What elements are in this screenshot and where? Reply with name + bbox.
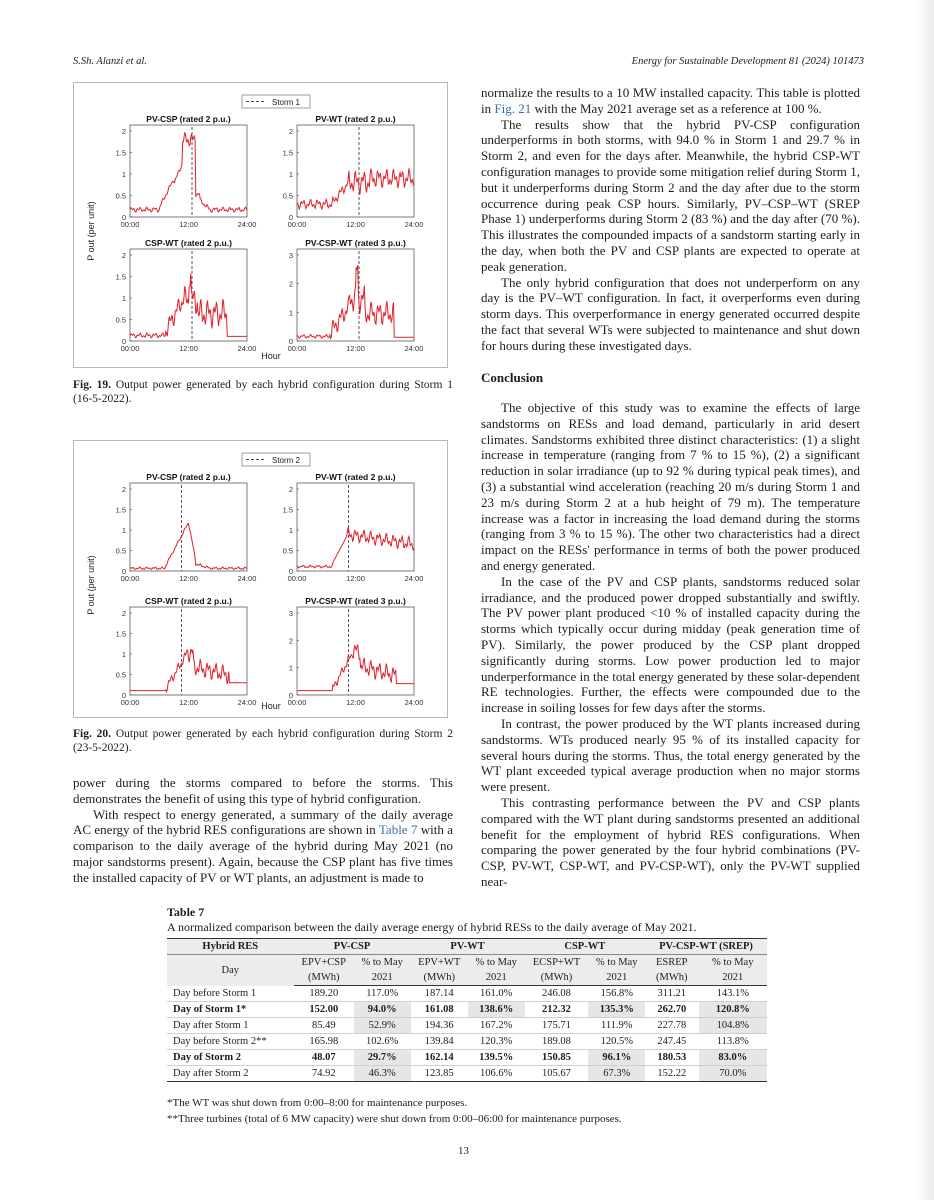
panel-title: PV-CSP (rated 2 p.u.) <box>146 472 231 482</box>
conclusion-heading: Conclusion <box>481 370 544 385</box>
conclusion-paragraph-3: In contrast, the power produced by the WT plants increased during sandstorms. WTs produced nearly 95 % of its installed capacity for several hours during the storms. Thus, the total energy generated by the WT plant exceeded typical average production when no major storms were present. <box>481 715 860 795</box>
x-tick-label: 24:00 <box>404 344 424 353</box>
table-cell: 139.84 <box>411 1034 468 1050</box>
table-cell: 70.0% <box>699 1066 767 1082</box>
x-axis-label: Hour <box>261 701 281 711</box>
x-tick-label: 00:00 <box>287 220 307 229</box>
running-head-authors: S.Sh. Alanzi et al. <box>73 56 147 67</box>
x-tick-label: 00:00 <box>120 698 140 707</box>
y-tick-label: 1 <box>288 663 293 673</box>
y-tick-label: 1.5 <box>115 629 126 639</box>
figure-20-caption-text: Output power generated by each hybrid configuration during Storm 2 (23-5-2022). <box>73 728 454 754</box>
table-cell: 104.8% <box>699 1018 767 1034</box>
table-cell: 150.85 <box>525 1050 589 1066</box>
right-paragraph-3: The only hybrid configuration that does not underperform on any day is the PV–WT configuration. In fact, it overperforms even during storm days. This overperformance in energy generated occurred despite the fact that several WTs were subjected to maintenance and shut down for hours during these investigated days. <box>481 274 860 353</box>
x-tick-label: 00:00 <box>120 220 140 229</box>
y-tick-label: 1.5 <box>115 148 126 158</box>
page-number: 13 <box>458 1145 469 1157</box>
y-tick-label: 0 <box>121 567 126 576</box>
header-energy-srep: ESREP <box>645 955 698 971</box>
x-axis-label: Hour <box>261 351 281 361</box>
x-tick-label: 12:00 <box>346 698 365 707</box>
table-7-link[interactable]: Table 7 <box>378 822 418 838</box>
y-tick-label: 0 <box>121 337 126 346</box>
table-cell: 156.8% <box>588 986 645 1002</box>
panel-2 <box>283 472 424 583</box>
header-group-pv-wt: PV-WT <box>411 939 525 955</box>
y-tick-label: 2 <box>288 485 293 494</box>
table-cell: 247.45 <box>645 1034 698 1050</box>
y-tick-label: 0.5 <box>115 315 126 325</box>
y-tick-label: 1 <box>121 650 126 659</box>
table-cell: 180.53 <box>645 1050 698 1066</box>
table-cell: 161.0% <box>468 986 525 1002</box>
table-cell: 85.49 <box>294 1018 354 1034</box>
table-cell-day: Day of Storm 1* <box>167 1002 294 1018</box>
figure-19-label: Fig. 19. <box>73 379 112 391</box>
table-row <box>167 1002 767 1018</box>
panel-title: PV-WT (rated 2 p.u.) <box>315 114 396 124</box>
y-tick-label: 2 <box>121 127 126 136</box>
header-pct-3: % to May <box>588 955 645 971</box>
table-cell: 117.0% <box>354 986 411 1002</box>
figure-21-link[interactable]: Fig. 21 <box>494 100 532 116</box>
table-row <box>167 986 767 1002</box>
header-year-3: 2021 <box>588 970 645 986</box>
table-cell: 311.21 <box>645 986 698 1002</box>
x-tick-label: 12:00 <box>346 574 365 583</box>
figure-20 <box>73 440 448 718</box>
y-tick-label: 0 <box>288 213 293 222</box>
table-cell: 106.6% <box>468 1066 525 1082</box>
right-paragraph-2: The results show that the hybrid PV-CSP configuration underperforms in both storms, with 94.0 % in Storm 1 and 29.7 % in Storm 2, and even for the days after. Meanwhile, the hybrid CSP-WT configuration manages to provide some mitigation relief during Storm 1, but it underperforms during Storm 2 and the day after due to the storm occurrence during peak CSP hours. Similarly, PV–CSP–WT (SREP Phase 1) underperforms during Storm 2 (83 %) and the day after (70 %). This illustrates the compounded impacts of a sandstorm starting early in the day, when both the PV and CSP plants are expected to operate at peak generation. <box>481 116 860 274</box>
x-tick-label: 24:00 <box>237 698 257 707</box>
header-energy-csp-wt: ECSP+WT <box>525 955 589 971</box>
y-tick-label: 1 <box>288 308 293 318</box>
table-cell: 111.9% <box>588 1018 645 1034</box>
header-group-csp-wt: CSP-WT <box>525 939 646 955</box>
table-cell: 212.32 <box>525 1002 589 1018</box>
figure-20-plot <box>74 441 447 717</box>
x-tick-label: 00:00 <box>287 574 307 583</box>
x-tick-label: 24:00 <box>237 220 257 229</box>
table-cell-day: Day of Storm 2 <box>167 1050 294 1066</box>
y-tick-label: 3 <box>288 609 293 618</box>
table-7 <box>167 938 767 1082</box>
panel-2 <box>283 114 424 229</box>
panel-title: PV-CSP-WT (rated 3 p.u.) <box>305 596 406 606</box>
y-axis-label: P out (per unit) <box>86 555 96 615</box>
y-tick-label: 0 <box>288 691 293 700</box>
x-tick-label: 24:00 <box>404 220 424 229</box>
header-energy-pv-csp: EPV+CSP <box>294 955 354 971</box>
header-pct-1: % to May <box>354 955 411 971</box>
header-year-1: 2021 <box>354 970 411 986</box>
figure-19-caption <box>73 378 453 406</box>
left-paragraph-1: power during the storms compared to before the storms. This demonstrates the benefit of using this type of hybrid configuration. <box>73 775 453 806</box>
table-cell: 165.98 <box>294 1034 354 1050</box>
y-tick-label: 3 <box>288 251 293 260</box>
y-tick-label: 0 <box>121 213 126 222</box>
x-tick-label: 24:00 <box>404 574 424 583</box>
x-tick-label: 24:00 <box>404 698 424 707</box>
right-paragraph-1-text-b: with the May 2021 average set as a reference at 100 %. <box>531 100 822 116</box>
x-tick-label: 00:00 <box>287 698 307 707</box>
table-cell-day: Day after Storm 2 <box>167 1066 294 1082</box>
header-day: Day <box>167 955 294 986</box>
right-paragraph-1-text-a: normalize the results to a 10 MW installed capacity. This table is plotted in <box>481 85 860 116</box>
table-cell: 139.5% <box>468 1050 525 1066</box>
x-tick-label: 12:00 <box>346 344 365 353</box>
table-7-title: Table 7 <box>167 905 205 919</box>
table-cell: 138.6% <box>468 1002 525 1018</box>
y-tick-label: 0.5 <box>282 191 293 201</box>
table-footnote-2: **Three turbines (total of 6 MW capacity) were shut down from 0:00–06:00 for maintenance purposes. <box>167 1113 622 1125</box>
table-cell: 162.14 <box>411 1050 468 1066</box>
y-tick-label: 1 <box>121 170 126 179</box>
table-cell: 143.1% <box>699 986 767 1002</box>
table-footnote-1: *The WT was shut down from 0:00–8:00 for maintenance purposes. <box>167 1097 468 1109</box>
x-tick-label: 00:00 <box>120 344 140 353</box>
panel-title: PV-WT (rated 2 p.u.) <box>315 472 396 482</box>
table-cell: 189.20 <box>294 986 354 1002</box>
y-tick-label: 2 <box>288 279 293 289</box>
table-row <box>167 1050 767 1066</box>
figure-20-caption <box>73 727 453 755</box>
storm-legend <box>242 453 310 466</box>
x-tick-label: 00:00 <box>287 344 307 353</box>
y-tick-label: 2 <box>121 485 126 494</box>
table-cell: 152.22 <box>645 1066 698 1082</box>
table-cell-day: Day before Storm 1 <box>167 986 294 1002</box>
table-cell: 96.1% <box>588 1050 645 1066</box>
table-cell: 120.5% <box>588 1034 645 1050</box>
table-cell: 262.70 <box>645 1002 698 1018</box>
right-column-text <box>481 85 860 354</box>
table-cell: 161.08 <box>411 1002 468 1018</box>
header-unit-3: (MWh) <box>525 970 589 986</box>
x-tick-label: 12:00 <box>346 220 365 229</box>
y-tick-label: 0.5 <box>115 670 126 680</box>
table-subheader-row <box>167 955 767 971</box>
panel-4 <box>288 596 424 707</box>
table-cell: 167.2% <box>468 1018 525 1034</box>
table-7-body <box>167 986 767 1082</box>
table-cell: 189.08 <box>525 1034 589 1050</box>
y-tick-label: 0.5 <box>282 546 293 556</box>
y-tick-label: 2 <box>121 609 126 618</box>
table-cell: 246.08 <box>525 986 589 1002</box>
panel-frame <box>297 483 414 571</box>
left-paragraph-2-text-b: with a comparison to the daily average of the hybrid during May 2021 (no major sandstorms present). Again, because the CSP plant has five times the installed capacity of PV or WT plants, an adjustment is made to <box>73 822 453 885</box>
x-tick-label: 00:00 <box>120 574 140 583</box>
table-cell: 52.9% <box>354 1018 411 1034</box>
y-tick-label: 1 <box>288 526 293 535</box>
conclusion-paragraph-2: In the case of the PV and CSP plants, sandstorms reduced solar irradiance, and the produced power dropped substantially and swiftly. The PV power plant produced <10 % of installed capacity during the storms which typically occur during midday (peak generation time of PV). Similarly, the power produced by the CSP plant dropped significantly during storms. Low power production led to major underperformance in the total energy generated by these solar-dependent RE technologies. Further, the effects were compounded due to the increase in soiling losses for few days after the storms. <box>481 573 860 716</box>
table-row <box>167 1018 767 1034</box>
x-tick-label: 24:00 <box>237 344 257 353</box>
table-cell: 105.67 <box>525 1066 589 1082</box>
header-group-pv-csp: PV-CSP <box>294 939 411 955</box>
panel-3 <box>116 238 257 353</box>
figure-19-caption-text: Output power generated by each hybrid configuration during Storm 1 (16-5-2022). <box>73 379 454 405</box>
y-tick-label: 2 <box>121 251 126 260</box>
table-row <box>167 1066 767 1082</box>
figure-19-plot <box>74 83 447 367</box>
table-cell: 29.7% <box>354 1050 411 1066</box>
table-cell: 120.8% <box>699 1002 767 1018</box>
conclusion-text <box>481 400 860 890</box>
y-tick-label: 0.5 <box>115 191 126 201</box>
y-tick-label: 0 <box>288 337 293 346</box>
legend-label: Storm 1 <box>272 98 301 107</box>
panel-1 <box>116 114 257 229</box>
y-tick-label: 2 <box>288 636 293 646</box>
y-tick-label: 0.5 <box>115 546 126 556</box>
table-cell: 46.3% <box>354 1066 411 1082</box>
table-cell: 123.85 <box>411 1066 468 1082</box>
x-tick-label: 12:00 <box>179 220 198 229</box>
table-cell-day: Day before Storm 2** <box>167 1034 294 1050</box>
storm-legend <box>242 95 310 108</box>
table-cell: 48.07 <box>294 1050 354 1066</box>
x-tick-label: 12:00 <box>179 698 198 707</box>
table-cell: 113.8% <box>699 1034 767 1050</box>
right-paragraph-1 <box>481 85 860 117</box>
y-axis-label: P out (per unit) <box>86 201 96 261</box>
x-tick-label: 12:00 <box>179 574 198 583</box>
y-tick-label: 1.5 <box>115 272 126 282</box>
y-tick-label: 0 <box>288 567 293 576</box>
left-paragraph-2-text-a: With respect to energy generated, a summary of the daily average AC energy of the hybrid RES configurations are shown in <box>73 806 453 838</box>
legend-label: Storm 2 <box>272 456 301 465</box>
table-cell: 175.71 <box>525 1018 589 1034</box>
y-tick-label: 1 <box>121 294 126 303</box>
panel-1 <box>116 472 257 583</box>
page-edge <box>916 0 934 1200</box>
table-cell: 94.0% <box>354 1002 411 1018</box>
panel-frame <box>297 249 414 341</box>
header-pct-4: % to May <box>699 955 767 971</box>
x-tick-label: 24:00 <box>237 574 257 583</box>
panel-frame <box>130 483 247 571</box>
panel-title: CSP-WT (rated 2 p.u.) <box>145 238 232 248</box>
header-unit-4: (MWh) <box>645 970 698 986</box>
left-paragraph-2 <box>73 807 453 886</box>
table-cell: 227.78 <box>645 1018 698 1034</box>
header-hybrid-res: Hybrid RES <box>167 939 294 955</box>
y-tick-label: 1.5 <box>282 505 293 515</box>
running-head-journal: Energy for Sustainable Development 81 (2024) 101473 <box>631 56 864 67</box>
header-group-srep: PV-CSP-WT (SREP) <box>645 939 767 955</box>
table-cell-day: Day after Storm 1 <box>167 1018 294 1034</box>
header-unit-2: (MWh) <box>411 970 468 986</box>
left-column-text <box>73 775 453 886</box>
y-tick-label: 1.5 <box>282 148 293 158</box>
x-tick-label: 12:00 <box>179 344 198 353</box>
panel-frame <box>130 125 247 217</box>
figure-20-label: Fig. 20. <box>73 728 112 740</box>
y-tick-label: 0 <box>121 691 126 700</box>
table-cell: 74.92 <box>294 1066 354 1082</box>
header-pct-2: % to May <box>468 955 525 971</box>
header-year-4: 2021 <box>699 970 767 986</box>
y-tick-label: 1.5 <box>115 505 126 515</box>
panel-3 <box>116 596 257 707</box>
y-tick-label: 2 <box>288 127 293 136</box>
table-cell: 102.6% <box>354 1034 411 1050</box>
table-cell: 194.36 <box>411 1018 468 1034</box>
conclusion-paragraph-4: This contrasting performance between the PV and CSP plants compared with the WT plant during sandstorms presented an additional benefit for the employment of hybrid RES configurations. When comparing the power generated by the four hybrid combinations (PV-CSP, PV-WT, CSP-WT, and PV-CSP-WT), only the PV-WT supplied near- <box>481 794 860 889</box>
table-cell: 152.00 <box>294 1002 354 1018</box>
table-cell: 83.0% <box>699 1050 767 1066</box>
panel-4 <box>288 238 424 353</box>
table-cell: 67.3% <box>588 1066 645 1082</box>
panel-title: PV-CSP (rated 2 p.u.) <box>146 114 231 124</box>
panel-title: PV-CSP-WT (rated 3 p.u.) <box>305 238 406 248</box>
table-row <box>167 1034 767 1050</box>
conclusion-paragraph-1: The objective of this study was to examine the effects of large sandstorms on RESs and load demand, particularly in arid desert climates. Sandstorms exhibited three distinct characteristics: (1) a slight increase in temperature (ranging from 7 % to 15 %), (2) a significant reduction in solar irradiance (up to 92 % during typical peak times), and (3) a substantial wind acceleration (reaching 20 m/s during Storm 1 and 23 m/s during Storm 2 at a hub height of 79 m). The temperature increase was a factor in increasing the load demand during the storms (ranging from 3 % to 15 %). The other two characteristics had a direct impact on the RESs' performance in terms of both the power produced and energy generated. <box>481 400 860 573</box>
header-energy-pv-wt: EPV+WT <box>411 955 468 971</box>
figure-19 <box>73 82 448 368</box>
table-cell: 135.3% <box>588 1002 645 1018</box>
panel-title: CSP-WT (rated 2 p.u.) <box>145 596 232 606</box>
y-tick-label: 1 <box>288 170 293 179</box>
table-cell: 120.3% <box>468 1034 525 1050</box>
table-header-row <box>167 939 767 955</box>
table-cell: 187.14 <box>411 986 468 1002</box>
header-year-2: 2021 <box>468 970 525 986</box>
header-unit-1: (MWh) <box>294 970 354 986</box>
table-7-subtitle: A normalized comparison between the daily average energy of hybrid RESs to the daily average of May 2021. <box>167 920 697 934</box>
y-tick-label: 1 <box>121 526 126 535</box>
